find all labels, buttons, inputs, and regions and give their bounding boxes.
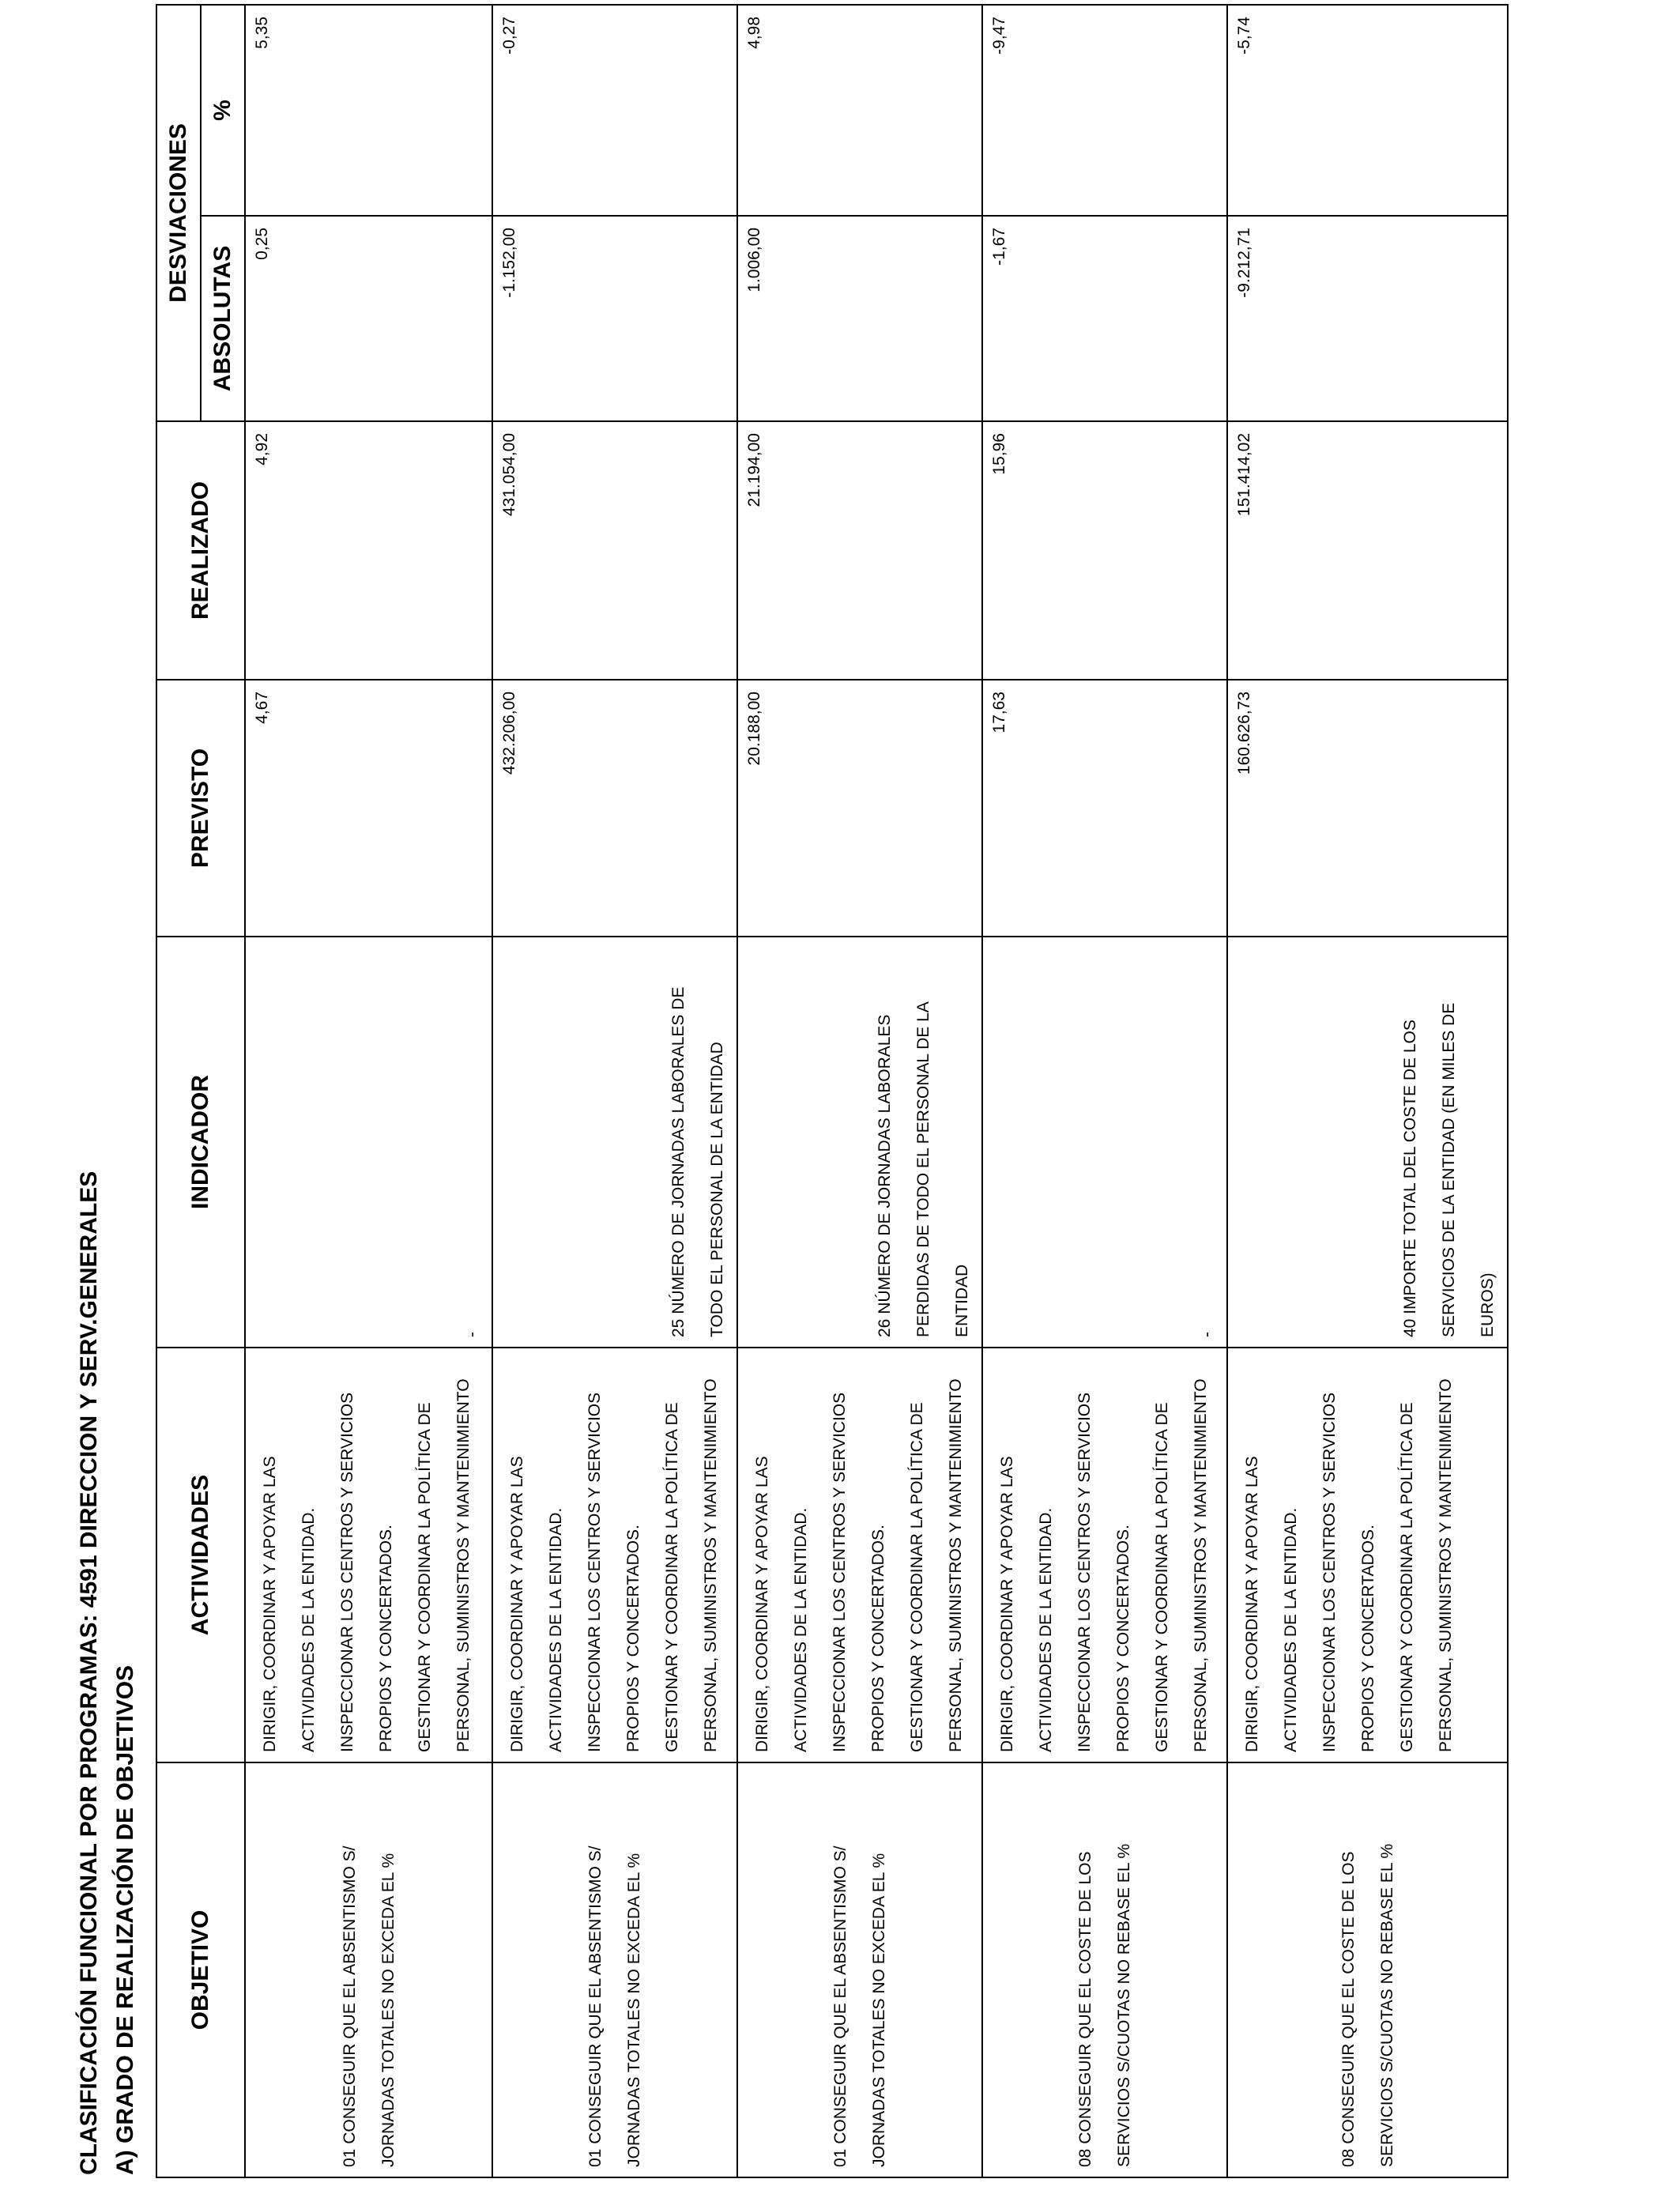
porcentaje-cell: -0,27 [492,5,737,216]
absolutas-cell: -9.212,71 [1227,216,1508,421]
actividad-item: DIRIGIR, COORDINAR Y APOYAR LAS ACTIVIDADES DE LA ENTIDAD. [508,1456,565,1752]
actividades-cell [982,1348,1227,1762]
actividad-item: INSPECCIONAR LOS CENTROS Y SERVICIOS PROPIOS Y CONCERTADOS. [831,1392,887,1752]
header-previsto: PREVISTO [156,680,245,937]
header-indicador: INDICADOR [156,937,245,1348]
table-row [982,5,1227,2177]
porcentaje-cell: -5,74 [1227,5,1508,216]
actividad-item: INSPECCIONAR LOS CENTROS Y SERVICIOS PROPIOS Y CONCERTADOS. [1320,1392,1377,1752]
previsto-cell: 160.626,73 [1227,680,1508,937]
actividad-item: DIRIGIR, COORDINAR Y APOYAR LAS ACTIVIDADES DE LA ENTIDAD. [753,1456,810,1752]
indicador-cell: - [982,937,1227,1348]
realizado-cell: 21.194,00 [737,421,982,680]
realizado-cell: 151.414,02 [1227,421,1508,680]
porcentaje-cell: -9,47 [982,5,1227,216]
table-row [737,5,982,2177]
porcentaje-cell: 5,35 [245,5,492,216]
actividades-cell [737,1348,982,1762]
header-desviaciones: DESVIACIONES [156,5,201,421]
absolutas-cell: -1,67 [982,216,1227,421]
objetivo-cell: 01 CONSEGUIR QUE EL ABSENTISMO S/ JORNADAS TOTALES NO EXCEDA EL % [492,1762,737,2177]
actividad-item: GESTIONAR Y COORDINAR LA POLÍTICA DE PERSONAL, SUMINISTROS Y MANTENIMIENTO [908,1378,965,1752]
header-porcentaje: % [201,5,245,216]
realizado-cell: 15,96 [982,421,1227,680]
objetivo-cell: 08 CONSEGUIR QUE EL COSTE DE LOS SERVICIOS S/CUOTAS NO REBASE EL % [982,1762,1227,2177]
actividad-item: DIRIGIR, COORDINAR Y APOYAR LAS ACTIVIDADES DE LA ENTIDAD. [998,1456,1055,1752]
actividad-item: GESTIONAR Y COORDINAR LA POLÍTICA DE PERSONAL, SUMINISTROS Y MANTENIMIENTO [1398,1378,1455,1752]
header-absolutas: ABSOLUTAS [201,216,245,421]
header-actividades: ACTIVIDADES [156,1348,245,1762]
table-row [245,5,492,2177]
header-objetivo: OBJETIVO [156,1762,245,2177]
absolutas-cell: -1.152,00 [492,216,737,421]
actividades-cell [492,1348,737,1762]
actividad-item: INSPECCIONAR LOS CENTROS Y SERVICIOS PROPIOS Y CONCERTADOS. [1075,1392,1132,1752]
actividad-item: GESTIONAR Y COORDINAR LA POLÍTICA DE PERSONAL, SUMINISTROS Y MANTENIMIENTO [416,1378,473,1752]
actividades-cell [245,1348,492,1762]
actividad-item: DIRIGIR, COORDINAR Y APOYAR LAS ACTIVIDADES DE LA ENTIDAD. [261,1456,318,1752]
header-realizado: REALIZADO [156,421,245,680]
indicador-cell: 26 NÚMERO DE JORNADAS LABORALES PERDIDAS DE TODO EL PERSONAL DE LA ENTIDAD [737,937,982,1348]
previsto-cell: 4,67 [245,680,492,937]
actividad-item: GESTIONAR Y COORDINAR LA POLÍTICA DE PERSONAL, SUMINISTROS Y MANTENIMIENTO [1153,1378,1210,1752]
actividad-item: DIRIGIR, COORDINAR Y APOYAR LAS ACTIVIDADES DE LA ENTIDAD. [1243,1456,1300,1752]
absolutas-cell: 0,25 [245,216,492,421]
objetivo-cell: 08 CONSEGUIR QUE EL COSTE DE LOS SERVICIOS S/CUOTAS NO REBASE EL % [1227,1762,1508,2177]
absolutas-cell: 1.006,00 [737,216,982,421]
actividad-item: GESTIONAR Y COORDINAR LA POLÍTICA DE PERSONAL, SUMINISTROS Y MANTENIMIENTO [663,1378,720,1752]
table-row [492,5,737,2177]
actividad-item: INSPECCIONAR LOS CENTROS Y SERVICIOS PROPIOS Y CONCERTADOS. [586,1392,642,1752]
previsto-cell: 432.206,00 [492,680,737,937]
indicador-cell: - [245,937,492,1348]
previsto-cell: 17,63 [982,680,1227,937]
objetivo-cell: 01 CONSEGUIR QUE EL ABSENTISMO S/ JORNADAS TOTALES NO EXCEDA EL % [245,1762,492,2177]
objectives-table [156,4,1509,2178]
porcentaje-cell: 4,98 [737,5,982,216]
page-title: CLASIFICACIÓN FUNCIONAL POR PROGRAMAS: 4591 DIRECCION Y SERV.GENERALES [76,1171,102,2175]
objetivo-cell: 01 CONSEGUIR QUE EL ABSENTISMO S/ JORNADAS TOTALES NO EXCEDA EL % [737,1762,982,2177]
actividades-cell [1227,1348,1508,1762]
section-subtitle: A) GRADO DE REALIZACIÓN DE OBJETIVOS [112,1664,138,2175]
actividad-item: INSPECCIONAR LOS CENTROS Y SERVICIOS PROPIOS Y CONCERTADOS. [338,1392,395,1752]
previsto-cell: 20.188,00 [737,680,982,937]
indicador-cell: 40 IMPORTE TOTAL DEL COSTE DE LOS SERVICIOS DE LA ENTIDAD (EN MILES DE EUROS) [1227,937,1508,1348]
realizado-cell: 431.054,00 [492,421,737,680]
table-row [1227,5,1508,2177]
realizado-cell: 4,92 [245,421,492,680]
indicador-cell: 25 NÚMERO DE JORNADAS LABORALES DE TODO EL PERSONAL DE LA ENTIDAD [492,937,737,1348]
